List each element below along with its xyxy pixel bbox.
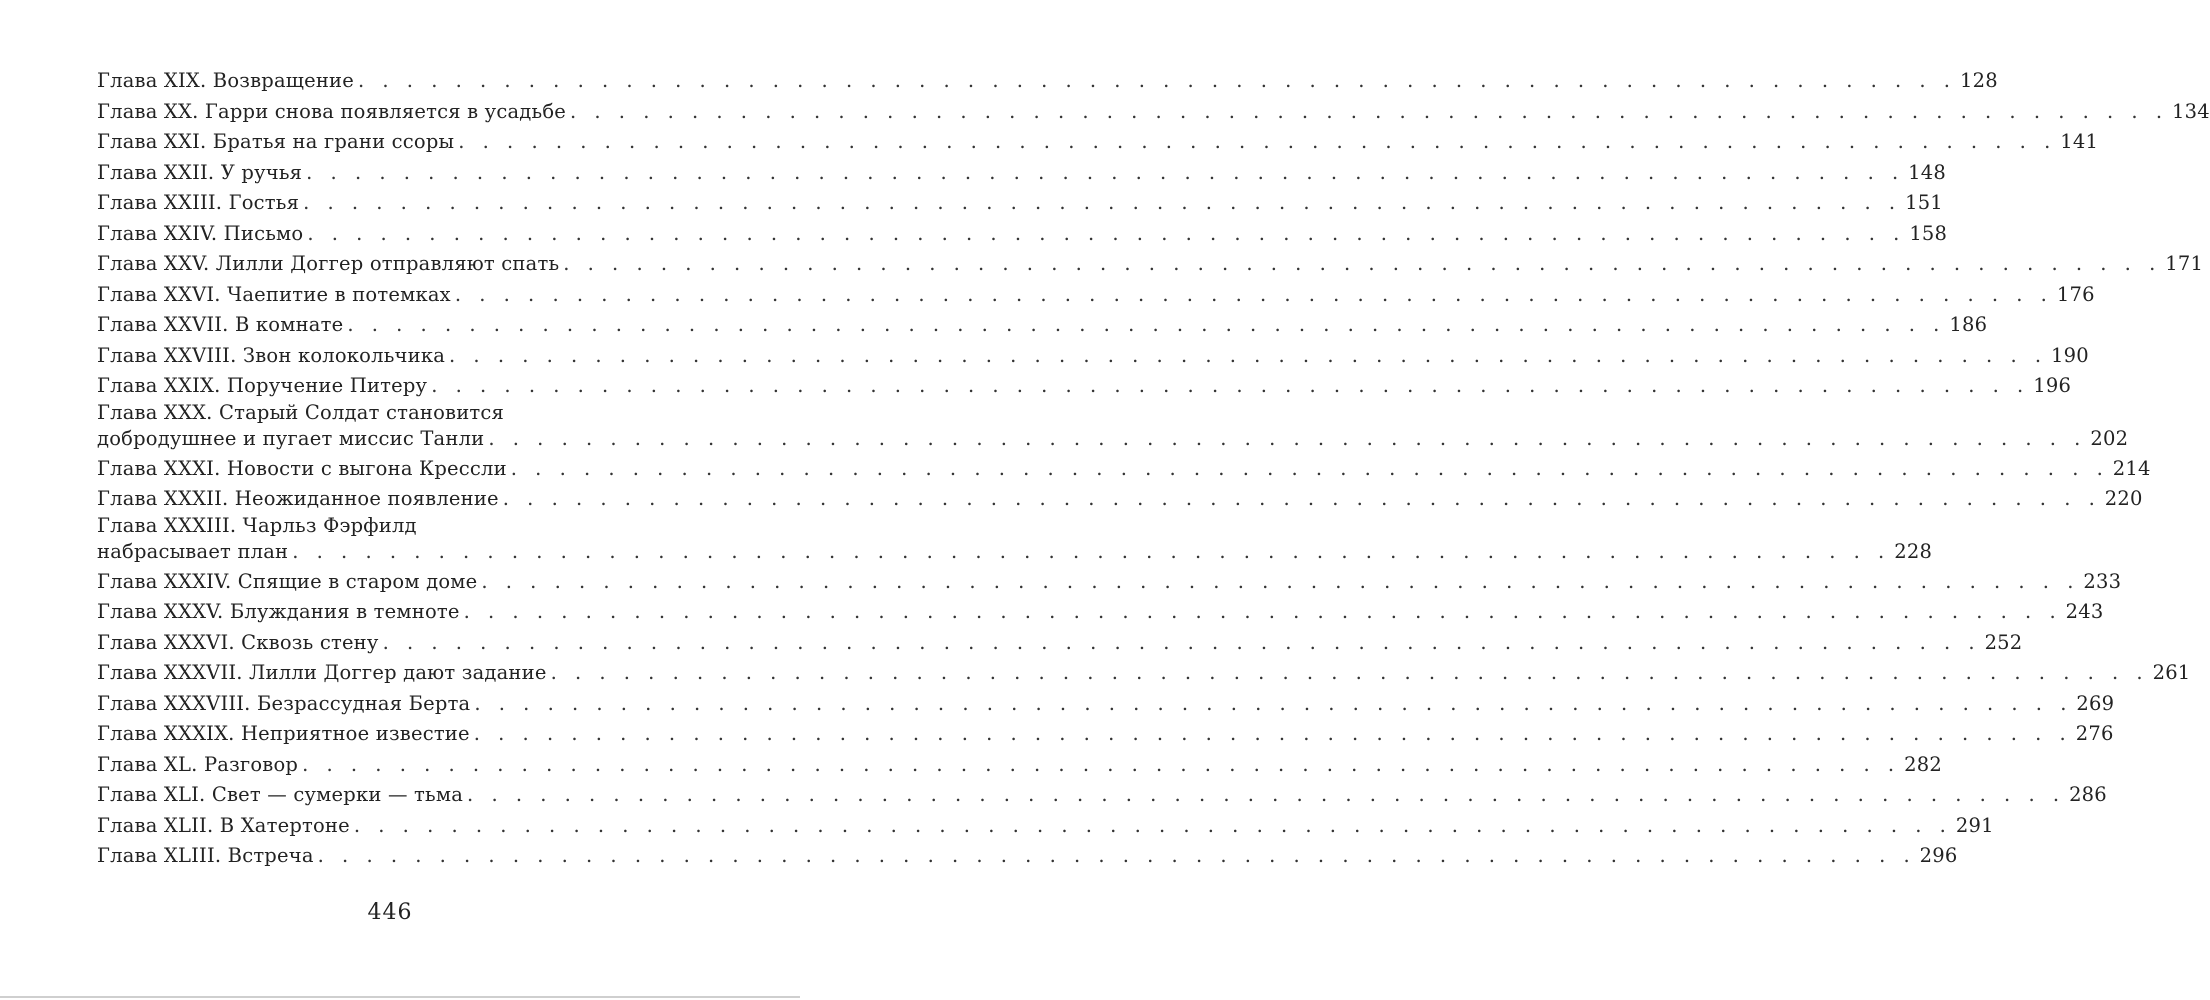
toc-entry-title: Глава XLI. Свет — сумерки — тьма: [97, 783, 464, 806]
toc-entry: [97, 658, 2191, 689]
toc-entry-title: Глава XXXIV. Спящие в старом доме: [97, 569, 478, 593]
dot-leader: . . . . . . . . . . . . . . . . . . . . . . . . . . . . . . . . . . . . . . . . . . . . . . . . . . . . . . . . . . . . . . . . . .: [550, 661, 2149, 684]
toc-entry-title: Глава XXVIII. Звон колокольчика: [97, 343, 446, 367]
toc-entry-page: 276: [2075, 722, 2114, 745]
toc-entry-page: 202: [2090, 426, 2129, 450]
toc-entry-page: 171: [2165, 252, 2204, 275]
toc-entry-title: Глава XLII. В Хатертоне: [97, 813, 350, 837]
toc-entry-page: 261: [2152, 661, 2191, 684]
dot-leader: . . . . . . . . . . . . . . . . . . . . . . . . . . . . . . . . . . . . . . . . . . . . . . . . . . . . . . . . . . . . . . . . . .: [353, 813, 1952, 837]
toc-entry: [97, 567, 2122, 598]
toc-entry-title: Глава XXXVII. Лилли Доггер дают задание: [97, 661, 547, 684]
dot-leader: . . . . . . . . . . . . . . . . . . . . . . . . . . . . . . . . . . . . . . . . . . . . . . . . . . . . . . . . . . . . . . . . . .: [570, 99, 2169, 123]
toc-entry-page: 176: [2056, 282, 2095, 306]
toc-entry-title: Глава XXIII. Гостья: [97, 191, 300, 214]
toc-entry-page: 148: [1908, 160, 1946, 184]
dot-leader: . . . . . . . . . . . . . . . . . . . . . . . . . . . . . . . . . . . . . . . . . . . . . . . . . . . . . . . . . . . . . . . . . .: [467, 783, 2066, 806]
toc-entry-page: 214: [2112, 456, 2151, 480]
dot-leader: . . . . . . . . . . . . . . . . . . . . . . . . . . . . . . . . . . . . . . . . . . . . . . . . . . . . . . . . . . . . . . . . . .: [303, 191, 1902, 214]
toc-entry: [97, 371, 2072, 402]
toc-entry: [97, 127, 2099, 158]
page-number: 446: [367, 900, 413, 925]
toc-entry-title: Глава XXXVIII. Безрассудная Берта: [97, 691, 471, 715]
toc-entry-title: Глава XXVII. В комнате: [97, 313, 344, 336]
toc-entry-title: Глава XX. Гарри снова появляется в усадьбе: [97, 99, 567, 123]
dot-leader: . . . . . . . . . . . . . . . . . . . . . . . . . . . . . . . . . . . . . . . . . . . . . . . . . . . . . . . . . . . . . . . . . .: [454, 282, 2053, 306]
toc-entry: [97, 689, 2115, 720]
toc-entry-title-continued: набрасывает план: [97, 539, 289, 563]
toc-entry-page: 186: [1949, 313, 1988, 336]
toc-entry-page: 296: [1919, 844, 1958, 867]
toc-entry: [97, 811, 1994, 842]
toc-entry-page: 196: [2033, 374, 2072, 397]
toc-entry: [97, 513, 1933, 567]
toc-entry: [97, 454, 2151, 485]
toc-entry: [97, 280, 2095, 311]
dot-leader: . . . . . . . . . . . . . . . . . . . . . . . . . . . . . . . . . . . . . . . . . . . . . . . . . . . . . . . . . . . . . . . . . .: [474, 691, 2073, 715]
toc-entry-title: Глава XXIV. Письмо: [97, 221, 304, 245]
toc-entry-title: Глава XXI. Братья на грани ссоры: [97, 130, 455, 153]
dot-leader: . . . . . . . . . . . . . . . . . . . . . . . . . . . . . . . . . . . . . . . . . . . . . . . . . . . . . . . . . . . . . . . . . .: [458, 130, 2057, 153]
toc-entry-page: 190: [2051, 343, 2089, 367]
toc-entry: [97, 719, 2114, 750]
dot-leader: . . . . . . . . . . . . . . . . . . . . . . . . . . . . . . . . . . . . . . . . . . . . . . . . . . . . . . . . . . . . . . . . . .: [502, 487, 2101, 510]
dot-leader: . . . . . . . . . . . . . . . . . . . . . . . . . . . . . . . . . . . . . . . . . . . . . . . . . . . . . . . . . . . . . . . . . .: [306, 160, 1905, 184]
dot-leader: . . . . . . . . . . . . . . . . . . . . . . . . . . . . . . . . . . . . . . . . . . . . . . . . . . . . . . . . . . . . . . . . . .: [463, 600, 2062, 623]
toc-entry-title: Глава XXXIII. Чарльз Фэрфилд: [97, 513, 417, 537]
toc-entry-title: Глава XXXII. Неожиданное появление: [97, 487, 499, 510]
toc-entry-page: 141: [2060, 130, 2099, 153]
toc-entry: [97, 400, 2129, 454]
page-bottom-divider: [0, 996, 800, 998]
toc-entry: [97, 219, 1948, 250]
toc-entry-page: 269: [2076, 691, 2115, 715]
toc-entry-title: Глава XIX. Возвращение: [97, 69, 354, 92]
toc-entry-page: 282: [1904, 752, 1942, 776]
toc-entry-title: Глава XXVI. Чаепитие в потемках: [97, 282, 451, 306]
toc-entry-page: 134: [2172, 99, 2210, 123]
dot-leader: . . . . . . . . . . . . . . . . . . . . . . . . . . . . . . . . . . . . . . . . . . . . . . . . . . . . . . . . . . . . . . . . . .: [563, 252, 2162, 275]
dot-leader: . . . . . . . . . . . . . . . . . . . . . . . . . . . . . . . . . . . . . . . . . . . . . . . . . . . . . . . . . . . . . . . . . .: [302, 752, 1901, 776]
dot-leader: . . . . . . . . . . . . . . . . . . . . . . . . . . . . . . . . . . . . . . . . . . . . . . . . . . . . . . . . . . . . . . . . . .: [292, 539, 1891, 563]
toc-entry-title: Глава XXIX. Поручение Питеру: [97, 374, 428, 397]
toc-entry-page: 151: [1905, 191, 1943, 214]
toc-entry: [97, 66, 1998, 97]
toc-entry: [97, 249, 2204, 280]
toc-entry-title: Глава XXV. Лилли Доггер отправляют спать: [97, 252, 560, 275]
dot-leader: . . . . . . . . . . . . . . . . . . . . . . . . . . . . . . . . . . . . . . . . . . . . . . . . . . . . . . . . . . . . . . . . . .: [358, 69, 1957, 92]
toc-entry-title: Глава XXII. У ручья: [97, 160, 303, 184]
toc-entry-page: 128: [1960, 69, 1998, 92]
toc-entry: [97, 310, 1988, 341]
toc-entry: [97, 158, 1946, 189]
toc-entry: [97, 341, 2089, 372]
toc-entry: [97, 484, 2143, 515]
toc-entry-page: 228: [1894, 539, 1933, 563]
toc-entry: [97, 597, 2104, 628]
toc-entry-title: Глава XXXVI. Сквозь стену: [97, 630, 379, 654]
toc-entry-page: 233: [2083, 569, 2122, 593]
toc-entry-page: 286: [2069, 783, 2107, 806]
dot-leader: . . . . . . . . . . . . . . . . . . . . . . . . . . . . . . . . . . . . . . . . . . . . . . . . . . . . . . . . . . . . . . . . . .: [510, 456, 2109, 480]
toc-entry-title: Глава XXXV. Блуждания в темноте: [97, 600, 460, 623]
dot-leader: . . . . . . . . . . . . . . . . . . . . . . . . . . . . . . . . . . . . . . . . . . . . . . . . . . . . . . . . . . . . . . . . . .: [317, 844, 1916, 867]
toc-entry: [97, 188, 1943, 219]
dot-leader: . . . . . . . . . . . . . . . . . . . . . . . . . . . . . . . . . . . . . . . . . . . . . . . . . . . . . . . . . . . . . . . . . .: [449, 343, 2048, 367]
toc-entry-title: Глава XXXI. Новости с выгона Крессли: [97, 456, 507, 480]
toc-entry-title: Глава XL. Разговор: [97, 752, 299, 776]
dot-leader: . . . . . . . . . . . . . . . . . . . . . . . . . . . . . . . . . . . . . . . . . . . . . . . . . . . . . . . . . . . . . . . . . .: [481, 569, 2080, 593]
dot-leader: . . . . . . . . . . . . . . . . . . . . . . . . . . . . . . . . . . . . . . . . . . . . . . . . . . . . . . . . . . . . . . . . . .: [473, 722, 2072, 745]
toc-entry-page: 220: [2104, 487, 2143, 510]
dot-leader: . . . . . . . . . . . . . . . . . . . . . . . . . . . . . . . . . . . . . . . . . . . . . . . . . . . . . . . . . . . . . . . . . .: [307, 221, 1906, 245]
toc-entry: [97, 628, 2023, 659]
toc-entry: [97, 750, 1942, 781]
toc-entry: [97, 841, 1958, 872]
toc-entry-title-continued: добродушнее и пугает миссис Танли: [97, 426, 485, 450]
dot-leader: . . . . . . . . . . . . . . . . . . . . . . . . . . . . . . . . . . . . . . . . . . . . . . . . . . . . . . . . . . . . . . . . . .: [488, 426, 2087, 450]
toc-entry: [97, 780, 2107, 811]
toc-entry-title: Глава XXX. Старый Солдат становится: [97, 400, 505, 424]
dot-leader: . . . . . . . . . . . . . . . . . . . . . . . . . . . . . . . . . . . . . . . . . . . . . . . . . . . . . . . . . . . . . . . . . .: [347, 313, 1946, 336]
toc-entry-page: 252: [1984, 630, 2023, 654]
toc-entry-page: 158: [1909, 221, 1948, 245]
dot-leader: . . . . . . . . . . . . . . . . . . . . . . . . . . . . . . . . . . . . . . . . . . . . . . . . . . . . . . . . . . . . . . . . . .: [382, 630, 1981, 654]
toc-entry: [97, 97, 2210, 128]
toc-entry-title: Глава XLIII. Встреча: [97, 844, 314, 867]
table-of-contents: [97, 66, 2210, 872]
toc-entry-page: 243: [2065, 600, 2104, 623]
toc-entry-title: Глава XXXIX. Неприятное известие: [97, 722, 470, 745]
toc-entry-page: 291: [1955, 813, 1994, 837]
dot-leader: . . . . . . . . . . . . . . . . . . . . . . . . . . . . . . . . . . . . . . . . . . . . . . . . . . . . . . . . . . . . . . . . . .: [431, 374, 2030, 397]
